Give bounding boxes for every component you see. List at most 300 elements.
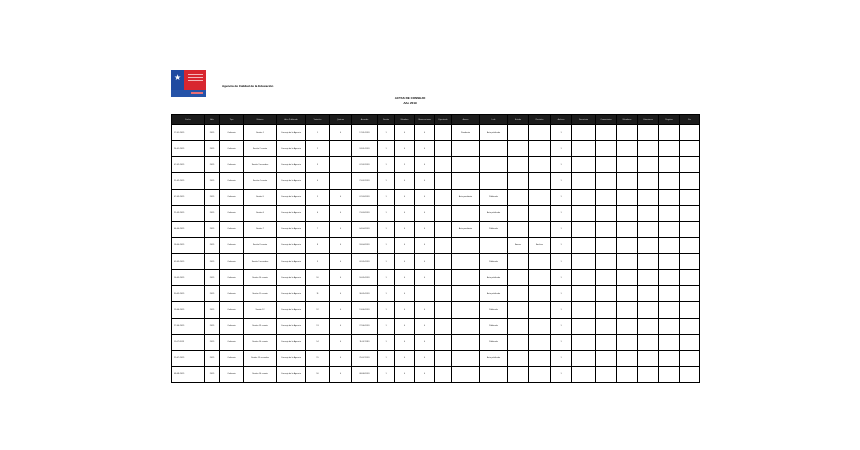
table-cell: 27-06-2019 xyxy=(172,318,205,334)
table-cell xyxy=(508,286,529,302)
table-cell: Sesión 13 cuenta xyxy=(244,318,277,334)
table-cell xyxy=(508,350,529,366)
table-row xyxy=(172,254,700,270)
column-header: Revisión xyxy=(529,115,551,125)
table-cell: 11-07-2019 xyxy=(172,334,205,350)
table-cell: 11-07-2019 xyxy=(352,334,378,350)
table-cell: Ordinaria xyxy=(220,189,244,205)
document-subtitle: Año 2019 xyxy=(403,101,417,105)
column-header: Anexo xyxy=(452,115,480,125)
table-cell: 1 xyxy=(551,141,572,157)
table-cell: Sesión 11 cuenta xyxy=(244,286,277,302)
table-cell xyxy=(572,286,596,302)
table-cell xyxy=(617,221,638,237)
table-cell: Archivo xyxy=(529,237,551,253)
table-cell: 2019 xyxy=(205,318,220,334)
table-cell: 16 xyxy=(306,366,330,382)
table-cell: Acta publicada xyxy=(480,350,508,366)
table-cell: 2019 xyxy=(205,334,220,350)
table-cell: 5 xyxy=(395,157,415,173)
table-cell: 21-03-2019 xyxy=(172,205,205,221)
table-cell: Publicada xyxy=(480,189,508,205)
table-cell xyxy=(572,189,596,205)
column-header: Votaciones xyxy=(638,115,659,125)
table-cell: Sesión 7 xyxy=(244,221,277,237)
table-cell xyxy=(638,189,659,205)
table-cell xyxy=(435,189,452,205)
table-cell: Sesión 9 acuerdos xyxy=(244,254,277,270)
table-cell: 13 xyxy=(306,318,330,334)
table-cell xyxy=(680,141,700,157)
table-cell: 4 xyxy=(395,270,415,286)
table-cell: 02-05-2019 xyxy=(172,254,205,270)
table-cell xyxy=(435,221,452,237)
table-cell: 27-06-2019 xyxy=(352,318,378,334)
table-cell: 4 xyxy=(415,366,435,382)
column-header: Fecha xyxy=(172,115,205,125)
table-cell: 5 xyxy=(306,189,330,205)
table-header-row xyxy=(172,115,700,125)
table-cell xyxy=(508,334,529,350)
table-cell xyxy=(529,157,551,173)
table-cell xyxy=(435,125,452,141)
table-cell xyxy=(617,286,638,302)
column-header: Materia xyxy=(244,115,277,125)
table-cell: 1 xyxy=(378,254,395,270)
column-header: Quórum xyxy=(330,115,352,125)
table-cell: 21-03-2019 xyxy=(352,205,378,221)
table-cell: 1 xyxy=(378,237,395,253)
table-cell xyxy=(638,141,659,157)
table-cell: 1 xyxy=(551,221,572,237)
table-row xyxy=(172,302,700,318)
table-cell xyxy=(617,302,638,318)
table-cell: Ordinaria xyxy=(220,237,244,253)
table-cell xyxy=(529,286,551,302)
table-cell: Sesión 10 cuenta xyxy=(244,270,277,286)
table-cell: 4 xyxy=(415,334,435,350)
table-cell: 4 xyxy=(395,366,415,382)
table-row xyxy=(172,286,700,302)
table-cell: 30-05-2019 xyxy=(352,286,378,302)
table-cell: 1 xyxy=(306,125,330,141)
table-cell: Consejo de la Agencia xyxy=(277,254,306,270)
column-header: Ejecutada xyxy=(435,115,452,125)
table-cell xyxy=(529,318,551,334)
logo-text-lines xyxy=(188,74,203,84)
table-cell xyxy=(529,141,551,157)
table-cell: 4 xyxy=(415,318,435,334)
table-cell: Acta publicada xyxy=(480,270,508,286)
table-cell: 4 xyxy=(330,302,352,318)
table-cell: 2019 xyxy=(205,270,220,286)
table-cell: Ordinaria xyxy=(220,318,244,334)
table-cell: Ordinaria xyxy=(220,334,244,350)
table-cell: 1 xyxy=(551,318,572,334)
table-cell xyxy=(680,173,700,189)
column-header: Comentarios xyxy=(596,115,617,125)
table-cell xyxy=(596,334,617,350)
table-cell: Ordinaria xyxy=(220,125,244,141)
table-cell xyxy=(435,157,452,173)
table-cell xyxy=(529,254,551,270)
table-cell: Sesión 1 xyxy=(244,125,277,141)
table-cell: 02-05-2019 xyxy=(352,254,378,270)
table-cell xyxy=(529,173,551,189)
table-row xyxy=(172,189,700,205)
table-cell: 1 xyxy=(551,286,572,302)
table-cell xyxy=(680,270,700,286)
table-cell: Ordinaria xyxy=(220,157,244,173)
table-cell xyxy=(508,205,529,221)
table-cell: Anexo xyxy=(508,237,529,253)
table-cell xyxy=(480,157,508,173)
table-cell: Sesión 14 cuenta xyxy=(244,334,277,350)
table-cell: 2019 xyxy=(205,205,220,221)
table-cell: 4 xyxy=(330,334,352,350)
table-cell: Consejo de la Agencia xyxy=(277,141,306,157)
table-cell: 16-05-2019 xyxy=(352,270,378,286)
table-cell xyxy=(617,141,638,157)
table-cell: Consejo de la Agencia xyxy=(277,334,306,350)
table-cell xyxy=(435,205,452,221)
table-cell xyxy=(572,318,596,334)
table-cell: 1 xyxy=(378,221,395,237)
table-cell: 21-02-2019 xyxy=(352,173,378,189)
table-cell xyxy=(572,221,596,237)
table-cell: 1 xyxy=(378,157,395,173)
table-cell: 07-02-2019 xyxy=(172,157,205,173)
table-cell: Consejo de la Agencia xyxy=(277,302,306,318)
table-cell xyxy=(659,318,680,334)
table-cell xyxy=(659,125,680,141)
table-cell xyxy=(452,157,480,173)
table-cell xyxy=(680,366,700,382)
table-cell: Publicada xyxy=(480,254,508,270)
table-cell xyxy=(680,205,700,221)
table-cell: 2019 xyxy=(205,221,220,237)
table-cell: 1 xyxy=(378,189,395,205)
table-cell xyxy=(617,366,638,382)
gob-chile-logo xyxy=(171,70,206,97)
table-cell: 2019 xyxy=(205,350,220,366)
table-cell xyxy=(659,205,680,221)
table-cell: 4 xyxy=(395,205,415,221)
table-cell: 6 xyxy=(306,205,330,221)
table-cell: 2019 xyxy=(205,173,220,189)
table-cell: 17-01-2019 xyxy=(172,125,205,141)
table-cell xyxy=(435,141,452,157)
table-cell xyxy=(508,125,529,141)
table-cell xyxy=(596,254,617,270)
table-cell: 24-01-2019 xyxy=(352,141,378,157)
table-cell xyxy=(330,157,352,173)
table-cell: 15 xyxy=(306,350,330,366)
table-cell: Ordinaria xyxy=(220,205,244,221)
table-cell: Consejo de la Agencia xyxy=(277,270,306,286)
table-cell xyxy=(480,173,508,189)
column-header: Acta Publicada xyxy=(277,115,306,125)
table-cell: 2019 xyxy=(205,125,220,141)
table-cell xyxy=(596,125,617,141)
table-cell xyxy=(572,205,596,221)
table-cell xyxy=(638,157,659,173)
table-cell xyxy=(680,125,700,141)
table-cell: Ordinaria xyxy=(220,366,244,382)
table-cell: 2019 xyxy=(205,141,220,157)
table-cell xyxy=(659,350,680,366)
table-cell: 4 xyxy=(395,221,415,237)
table-cell xyxy=(596,221,617,237)
table-cell: Sesión 8 cuenta xyxy=(244,237,277,253)
table-cell: Publicada xyxy=(480,221,508,237)
table-cell xyxy=(508,302,529,318)
table-cell xyxy=(435,366,452,382)
table-cell xyxy=(638,237,659,253)
table-cell xyxy=(617,334,638,350)
table-cell xyxy=(617,350,638,366)
table-cell: 1 xyxy=(378,141,395,157)
table-cell: Ordinaria xyxy=(220,254,244,270)
table-cell xyxy=(480,237,508,253)
table-cell: Consejo de la Agencia xyxy=(277,205,306,221)
table-cell: 4 xyxy=(415,270,435,286)
table-cell xyxy=(638,350,659,366)
table-cell xyxy=(572,334,596,350)
table-cell xyxy=(596,318,617,334)
table-cell xyxy=(659,173,680,189)
table-cell xyxy=(508,318,529,334)
table-cell xyxy=(452,270,480,286)
table-cell: 4 xyxy=(330,254,352,270)
table-cell: 9 xyxy=(306,254,330,270)
table-cell: 11 xyxy=(306,286,330,302)
table-cell: Ordinaria xyxy=(220,173,244,189)
column-header: Miembros xyxy=(617,115,638,125)
table-cell xyxy=(435,318,452,334)
table-cell xyxy=(596,237,617,253)
table-cell xyxy=(638,221,659,237)
table-cell: Sesión 3 acuerdos xyxy=(244,157,277,173)
table-cell xyxy=(572,173,596,189)
table-cell xyxy=(572,302,596,318)
table-cell xyxy=(435,270,452,286)
table-cell xyxy=(435,334,452,350)
table-cell: Ordinaria xyxy=(220,221,244,237)
table-cell: 10 xyxy=(306,270,330,286)
table-cell xyxy=(572,270,596,286)
table-cell: 30-05-2019 xyxy=(172,286,205,302)
table-cell: Consejo de la Agencia xyxy=(277,286,306,302)
table-cell xyxy=(638,286,659,302)
table-cell: 4 xyxy=(415,125,435,141)
table-cell xyxy=(659,189,680,205)
table-cell xyxy=(680,157,700,173)
table-cell xyxy=(680,221,700,237)
table-cell: 4 xyxy=(415,141,435,157)
table-cell xyxy=(596,205,617,221)
table-cell: Sesión 6 xyxy=(244,205,277,221)
table-cell xyxy=(572,237,596,253)
table-cell: 1 xyxy=(551,270,572,286)
table-cell: Sesión 2 cuenta xyxy=(244,141,277,157)
document-title: ACTAS DE CONSEJO xyxy=(394,96,426,100)
table-cell xyxy=(529,366,551,382)
table-cell: Consejo de la Agencia xyxy=(277,366,306,382)
table-cell xyxy=(572,125,596,141)
table-cell: Sesión 4 cuenta xyxy=(244,173,277,189)
table-cell xyxy=(659,141,680,157)
table-cell: 2019 xyxy=(205,157,220,173)
table-cell xyxy=(508,366,529,382)
table-cell: 4 xyxy=(330,125,352,141)
table-row xyxy=(172,173,700,189)
table-cell: 4 xyxy=(415,302,435,318)
column-header: Tipo xyxy=(220,115,244,125)
table-cell xyxy=(452,350,480,366)
table-cell xyxy=(330,141,352,157)
table-cell: 1 xyxy=(378,173,395,189)
table-cell: 4 xyxy=(330,350,352,366)
table-cell xyxy=(508,270,529,286)
table-cell xyxy=(435,286,452,302)
table-cell: 18-04-2019 xyxy=(172,237,205,253)
table-cell: 1 xyxy=(378,125,395,141)
table-cell xyxy=(529,125,551,141)
table-cell: 17-01-2019 xyxy=(352,125,378,141)
table-cell xyxy=(452,334,480,350)
table-cell: 1 xyxy=(551,205,572,221)
table-cell xyxy=(415,286,435,302)
table-cell: Ordinaria xyxy=(220,302,244,318)
table-cell xyxy=(617,205,638,221)
table-cell xyxy=(508,189,529,205)
table-cell: 3 xyxy=(306,157,330,173)
table-cell xyxy=(638,366,659,382)
table-cell: Consejo de la Agencia xyxy=(277,189,306,205)
table-cell xyxy=(617,173,638,189)
table-cell: Consejo de la Agencia xyxy=(277,237,306,253)
table-cell: 4 xyxy=(415,157,435,173)
table-cell: 2019 xyxy=(205,366,220,382)
table-cell xyxy=(680,318,700,334)
table-cell: 25-07-2019 xyxy=(172,350,205,366)
table-cell: 1 xyxy=(378,286,395,302)
table-cell xyxy=(452,205,480,221)
table-cell: 4 xyxy=(415,189,435,205)
table-cell xyxy=(617,254,638,270)
minutes-table xyxy=(171,114,700,383)
table-cell xyxy=(680,350,700,366)
table-cell: 4 xyxy=(330,286,352,302)
table-cell: 4 xyxy=(330,270,352,286)
table-cell xyxy=(452,286,480,302)
table-cell xyxy=(659,254,680,270)
table-cell xyxy=(508,173,529,189)
column-header: Miembro xyxy=(395,115,415,125)
table-row xyxy=(172,237,700,253)
table-cell: 12 xyxy=(306,302,330,318)
table-cell xyxy=(508,221,529,237)
table-row xyxy=(172,270,700,286)
table-cell: 7 xyxy=(306,221,330,237)
table-cell: 08-08-2019 xyxy=(172,366,205,382)
table-cell: 2019 xyxy=(205,189,220,205)
table-cell xyxy=(680,286,700,302)
table-cell: Consejo de la Agencia xyxy=(277,125,306,141)
table-cell xyxy=(452,318,480,334)
table-cell: 24-01-2019 xyxy=(172,141,205,157)
table-cell xyxy=(480,366,508,382)
table-cell: 4 xyxy=(395,286,415,302)
table-cell xyxy=(435,350,452,366)
table-cell xyxy=(617,318,638,334)
table-cell: 18-04-2019 xyxy=(352,237,378,253)
column-header: Registro xyxy=(659,115,680,125)
table-cell: 1 xyxy=(378,350,395,366)
table-cell: 4 xyxy=(415,254,435,270)
table-cell xyxy=(572,254,596,270)
table-cell: 1 xyxy=(551,350,572,366)
table-cell xyxy=(659,157,680,173)
table-cell: Acta publicada xyxy=(480,205,508,221)
table-cell xyxy=(638,254,659,270)
table-cell: 4 xyxy=(415,350,435,366)
table-cell xyxy=(529,205,551,221)
column-header: Secretario xyxy=(572,115,596,125)
table-row xyxy=(172,125,700,141)
table-row xyxy=(172,334,700,350)
table-cell: 08-08-2019 xyxy=(352,366,378,382)
column-header: Estado xyxy=(508,115,529,125)
table-row xyxy=(172,350,700,366)
table-cell xyxy=(659,270,680,286)
table-cell xyxy=(435,254,452,270)
table-cell xyxy=(435,237,452,253)
table-cell: 4 xyxy=(415,237,435,253)
table-cell: 1 xyxy=(551,189,572,205)
service-name: Agencia de Calidad de la Educación xyxy=(222,84,274,88)
table-cell xyxy=(452,302,480,318)
table-cell xyxy=(659,286,680,302)
table-cell xyxy=(638,205,659,221)
column-header: Votación xyxy=(306,115,330,125)
table-cell xyxy=(596,286,617,302)
column-header: Observaciones xyxy=(415,115,435,125)
table-cell xyxy=(452,254,480,270)
table-cell: 4 xyxy=(306,173,330,189)
table-cell: 1 xyxy=(378,270,395,286)
table-cell: 1 xyxy=(378,334,395,350)
table-cell xyxy=(617,270,638,286)
table-cell: Consejo de la Agencia xyxy=(277,318,306,334)
table-cell xyxy=(508,157,529,173)
table-cell: 1 xyxy=(378,205,395,221)
table-cell xyxy=(680,189,700,205)
table-cell: 4 xyxy=(330,189,352,205)
table-cell: 1 xyxy=(551,125,572,141)
table-cell xyxy=(435,302,452,318)
table-cell: 4 xyxy=(395,141,415,157)
table-cell: 4 xyxy=(395,334,415,350)
table-cell: Ordinaria xyxy=(220,141,244,157)
table-cell: 4 xyxy=(415,173,435,189)
logo-bottom-bar xyxy=(171,90,206,97)
table-cell: Ordinaria xyxy=(220,350,244,366)
table-cell: 4 xyxy=(395,254,415,270)
table-cell xyxy=(617,237,638,253)
table-cell: 1 xyxy=(378,366,395,382)
